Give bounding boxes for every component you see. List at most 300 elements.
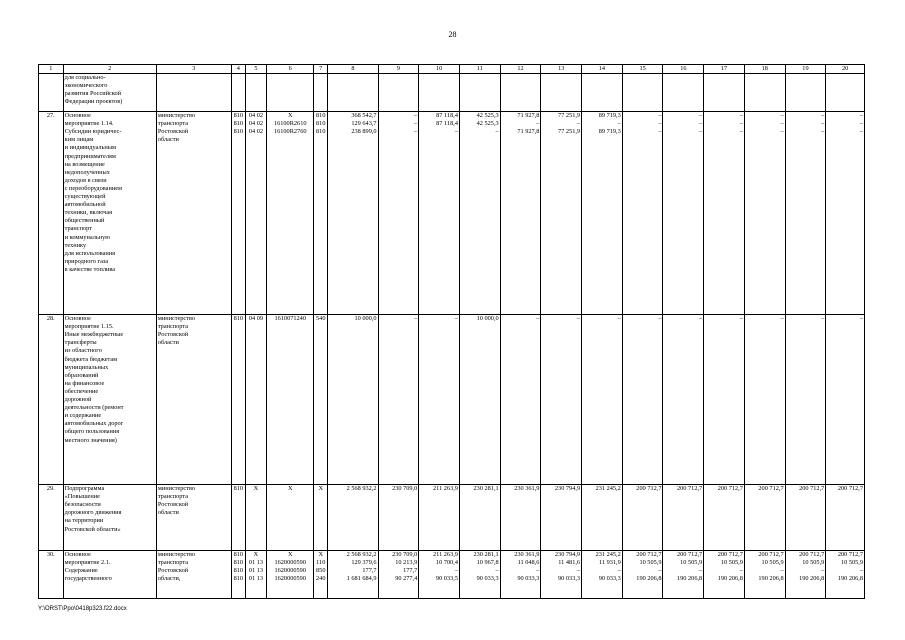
event-name-line: предпринимателям <box>64 152 116 160</box>
value-line: 129 379,6 <box>351 559 377 567</box>
page-number: 28 <box>448 30 457 39</box>
value-cell <box>744 315 785 485</box>
value-line: 810 <box>233 559 244 567</box>
value-cell <box>785 315 826 485</box>
column-number: 19 <box>785 65 826 74</box>
value-line: – <box>859 112 863 120</box>
value-cell <box>704 551 745 599</box>
value-line: – <box>536 567 540 575</box>
value-line: 110 <box>316 559 326 567</box>
value-line: 177,7 <box>403 567 418 575</box>
value-cell <box>314 74 328 112</box>
event-name-line: на возмещение <box>64 160 105 168</box>
value-cell <box>582 74 623 112</box>
event-name-line: на финансовое <box>64 379 105 387</box>
value-line: – <box>414 120 418 128</box>
value-cell <box>622 112 663 315</box>
value-line: 42 525,3 <box>476 120 499 128</box>
event-name-line: из областного <box>64 347 102 355</box>
value-line: 540 <box>316 315 326 323</box>
value-line: – <box>414 112 418 120</box>
value-cell <box>500 74 541 112</box>
value-line: 810 <box>316 112 326 120</box>
executor-line: транспорта <box>157 559 188 567</box>
event-name-line: транспорт <box>64 225 92 233</box>
event-name-line: Основное <box>64 112 91 120</box>
value-line: – <box>495 567 499 575</box>
value-line: 04 02 <box>248 128 264 136</box>
value-line: 200 712,7 <box>837 551 863 559</box>
value-line: – <box>617 567 621 575</box>
value-line: X <box>287 485 293 493</box>
value-cell <box>231 315 245 485</box>
table-row <box>39 74 865 112</box>
value-cell <box>419 485 460 551</box>
event-name-line: и индивидуальным <box>64 144 116 152</box>
value-line: 10 505,9 <box>802 559 825 567</box>
value-line: – <box>859 128 863 136</box>
value-line: 200 712,7 <box>677 485 703 493</box>
column-number: 8 <box>328 65 378 74</box>
value-line: 10 505,9 <box>720 559 743 567</box>
value-line: 211 263,9 <box>433 485 458 493</box>
value-line: 211 263,9 <box>433 551 458 559</box>
value-line: 71 927,8 <box>517 128 540 136</box>
value-line: 810 <box>233 128 244 136</box>
value-cell <box>419 112 460 315</box>
value-line: 2 568 932,2 <box>346 551 377 559</box>
value-line: – <box>821 120 825 128</box>
table-row <box>39 551 865 599</box>
column-number: 2 <box>63 65 156 74</box>
value-line: – <box>780 128 784 136</box>
value-line: – <box>454 315 458 323</box>
value-line: 04 02 <box>248 120 264 128</box>
value-line: – <box>414 315 418 323</box>
value-line: 16100R2760 <box>273 128 307 136</box>
value-cell <box>704 315 745 485</box>
value-line: 810 <box>316 120 326 128</box>
executor-line: транспорта <box>157 323 188 331</box>
executor-line: области <box>157 136 179 144</box>
event-name-line: дорожного движения <box>64 509 122 517</box>
event-name-line: и содержание <box>64 412 102 420</box>
value-line: 200 712,7 <box>677 551 703 559</box>
event-name-line: экономического <box>64 82 108 90</box>
value-line: 77 251,9 <box>558 128 581 136</box>
event-name-line: для использования <box>64 249 115 257</box>
value-cell <box>582 112 623 315</box>
column-number: 3 <box>156 65 231 74</box>
event-name-line: мероприятие 2.1. <box>64 559 111 567</box>
value-line: 71 927,8 <box>517 112 540 120</box>
value-line: 10 000,0 <box>354 315 377 323</box>
event-name-line: в качестве топлива <box>64 265 116 273</box>
event-name-line: природного газа <box>64 257 109 265</box>
executor-line: Ростовской <box>157 567 189 575</box>
column-number: 12 <box>500 65 541 74</box>
value-cell <box>267 551 314 599</box>
event-name-line: и коммунальную <box>64 233 110 241</box>
value-cell <box>419 315 460 485</box>
executor <box>156 485 231 551</box>
value-cell <box>785 551 826 599</box>
executor-line: транспорта <box>157 493 188 501</box>
executor-line: области <box>157 509 179 517</box>
event-name-line: для социально- <box>64 74 106 82</box>
value-cell <box>378 112 419 315</box>
event-name-line: муниципальных <box>64 363 109 371</box>
value-line: 10 505,9 <box>639 559 662 567</box>
value-line: 230 361,9 <box>514 551 540 559</box>
value-line: 200 712,7 <box>799 551 825 559</box>
value-cell <box>541 485 582 551</box>
value-line: 90 033,3 <box>476 575 499 583</box>
executor-line: области <box>157 339 179 347</box>
value-line: – <box>617 315 621 323</box>
executor-line: Ростовской <box>157 128 189 136</box>
value-line: 87 118,4 <box>436 112 458 120</box>
value-cell <box>267 112 314 315</box>
value-cell <box>245 485 266 551</box>
event-name-line: Подпрограмма <box>64 485 105 493</box>
file-path-footer: Y:\ORST\Ppo\0418p323.f22.docx <box>38 606 127 612</box>
value-line: – <box>699 112 703 120</box>
event-name-line: образований <box>64 371 99 379</box>
value-cell <box>541 315 582 485</box>
value-line: 89 719,3 <box>598 128 621 136</box>
column-number: 18 <box>744 65 785 74</box>
value-line: – <box>821 567 825 575</box>
event-name-line: государственного <box>64 575 112 583</box>
executor-line: области, <box>157 575 181 583</box>
value-cell <box>314 485 328 551</box>
value-line: X <box>318 551 324 559</box>
value-line: – <box>536 120 540 128</box>
value-line: 129 643,7 <box>351 120 377 128</box>
budget-table <box>38 64 865 599</box>
value-line: 90 033,3 <box>558 575 581 583</box>
value-cell <box>663 112 704 315</box>
value-line: – <box>658 128 662 136</box>
value-line: 90 033,5 <box>435 575 458 583</box>
value-line: – <box>739 315 743 323</box>
value-cell <box>378 485 419 551</box>
column-number: 10 <box>419 65 460 74</box>
value-cell <box>500 112 541 315</box>
value-line: – <box>617 120 621 128</box>
column-number: 15 <box>622 65 663 74</box>
value-line: – <box>576 567 581 575</box>
value-line: – <box>859 315 863 323</box>
event-name-line: «Повышение <box>64 493 100 501</box>
value-cell <box>500 551 541 599</box>
value-line: 10 700,4 <box>435 559 458 567</box>
value-line: – <box>739 567 743 575</box>
column-number: 5 <box>245 65 266 74</box>
value-cell <box>785 485 826 551</box>
value-line: 810 <box>233 567 244 575</box>
value-line: 04 09 <box>248 315 264 323</box>
value-line: 1 681 684,9 <box>346 575 377 583</box>
value-cell <box>582 315 623 485</box>
event-name-line: доходов в связи <box>64 176 107 184</box>
event-name-line: существующей <box>64 193 106 201</box>
value-line: – <box>658 567 662 575</box>
value-cell <box>541 551 582 599</box>
value-line: 200 712,7 <box>799 485 825 493</box>
row-number: 30. <box>39 551 64 599</box>
event-name-line: техники, включая <box>64 209 113 217</box>
value-line: 190 206,8 <box>758 575 784 583</box>
column-number-row <box>39 65 865 74</box>
row-number: 28. <box>39 315 64 485</box>
value-cell <box>328 74 378 112</box>
executor-line: Ростовской <box>157 501 189 509</box>
value-cell <box>622 485 663 551</box>
value-cell <box>826 485 865 551</box>
value-cell <box>704 485 745 551</box>
value-line: 368 542,7 <box>351 112 377 120</box>
value-cell <box>541 74 582 112</box>
value-line: 90 277,4 <box>395 575 418 583</box>
value-cell <box>500 315 541 485</box>
event-name-line: мероприятие 1.15. <box>64 323 114 331</box>
executor-line: транспорта <box>157 120 188 128</box>
value-cell <box>663 551 704 599</box>
value-line: X <box>318 485 324 493</box>
value-cell <box>378 551 419 599</box>
value-line: 190 206,8 <box>677 575 703 583</box>
event-name-line: недополученных <box>64 168 110 176</box>
value-line: – <box>821 128 825 136</box>
value-line: 810 <box>233 315 244 323</box>
value-line: – <box>699 128 703 136</box>
value-cell <box>245 112 266 315</box>
event-name-line: Основное <box>64 315 91 323</box>
value-line: 230 281,1 <box>473 485 499 493</box>
value-line: 230 709,0 <box>392 551 418 559</box>
value-cell <box>826 74 865 112</box>
event-name <box>63 112 156 315</box>
value-line: 810 <box>233 112 244 120</box>
value-line: 10 505,9 <box>840 559 863 567</box>
value-line: 90 033,3 <box>517 575 540 583</box>
value-line: 10 967,8 <box>476 559 499 567</box>
value-cell <box>663 315 704 485</box>
column-number: 14 <box>582 65 623 74</box>
event-name-line: Иные межбюджетные <box>64 331 124 339</box>
value-cell <box>704 74 745 112</box>
column-number: 7 <box>314 65 328 74</box>
value-line: 240 <box>316 575 326 583</box>
event-name-line: обеспечение <box>64 387 99 395</box>
value-cell <box>826 315 865 485</box>
value-cell <box>328 551 378 599</box>
value-cell <box>663 485 704 551</box>
value-line: 200 712,7 <box>717 551 743 559</box>
value-cell <box>267 315 314 485</box>
value-line: 01 13 <box>248 567 264 575</box>
value-line: 810 <box>233 551 244 559</box>
value-line: X <box>287 112 293 120</box>
event-name-line: Ростовской области» <box>64 525 121 533</box>
value-line: – <box>454 567 458 575</box>
column-number: 20 <box>826 65 865 74</box>
value-cell <box>231 485 245 551</box>
value-line: 77 251,9 <box>558 112 581 120</box>
value-line: 200 712,7 <box>758 551 784 559</box>
value-line: – <box>536 315 540 323</box>
value-line: 231 245,2 <box>595 485 621 493</box>
executor <box>156 551 231 599</box>
row-number: 27. <box>39 112 64 315</box>
executor <box>156 315 231 485</box>
event-name-line: технику <box>64 241 87 249</box>
value-cell <box>231 74 245 112</box>
value-line: 11 481,6 <box>558 559 581 567</box>
value-line: 200 712,7 <box>636 485 662 493</box>
value-line: X <box>287 551 293 559</box>
value-cell <box>459 112 500 315</box>
value-cell <box>622 74 663 112</box>
value-cell <box>622 551 663 599</box>
value-line: – <box>859 120 863 128</box>
value-line: 10 505,9 <box>761 559 784 567</box>
value-line: 90 033,3 <box>598 575 621 583</box>
table-row <box>39 315 865 485</box>
value-line: 42 525,3 <box>476 112 499 120</box>
value-cell <box>541 112 582 315</box>
event-name-line: на территории <box>64 517 104 525</box>
value-cell <box>500 485 541 551</box>
value-cell <box>378 74 419 112</box>
value-line: – <box>780 315 784 323</box>
column-number: 17 <box>704 65 745 74</box>
value-line: 1620000590 <box>274 567 306 575</box>
event-name-line: деятельности (ремонт <box>64 404 124 412</box>
value-line: – <box>658 120 662 128</box>
value-line: – <box>780 567 784 575</box>
event-name-line: общего пользования <box>64 428 120 436</box>
event-name-line: дорожной <box>64 396 92 404</box>
value-cell <box>785 112 826 315</box>
value-line: 1620000590 <box>274 575 306 583</box>
event-name-line: Содержание <box>64 567 98 575</box>
executor-line: министерство <box>157 315 196 323</box>
value-line: X <box>253 485 259 493</box>
value-line: – <box>859 567 863 575</box>
value-line: 87 118,4 <box>436 120 458 128</box>
value-cell <box>314 551 328 599</box>
value-line: 11 931,9 <box>598 559 621 567</box>
value-line: 10 000,0 <box>476 315 499 323</box>
value-line: 1620000590 <box>274 559 306 567</box>
value-line: 200 712,7 <box>758 485 784 493</box>
event-name <box>63 485 156 551</box>
value-line: – <box>658 112 662 120</box>
value-line: 810 <box>233 120 244 128</box>
value-cell <box>744 74 785 112</box>
value-cell <box>267 485 314 551</box>
table-row <box>39 112 865 315</box>
column-number: 1 <box>39 65 64 74</box>
value-cell <box>267 74 314 112</box>
value-line: 11 048,6 <box>517 559 540 567</box>
row-number <box>39 74 64 112</box>
value-cell <box>459 315 500 485</box>
value-cell <box>704 112 745 315</box>
value-line: – <box>699 567 703 575</box>
executor-line: Ростовской <box>157 331 189 339</box>
value-line: 01 13 <box>248 559 264 567</box>
value-line: 190 206,8 <box>717 575 743 583</box>
value-cell <box>582 551 623 599</box>
value-cell <box>744 485 785 551</box>
value-line: 177,7 <box>362 567 377 575</box>
value-cell <box>328 112 378 315</box>
executor-line: министерство <box>157 112 196 120</box>
value-line: 810 <box>233 485 244 493</box>
value-cell <box>314 112 328 315</box>
value-cell <box>826 112 865 315</box>
value-cell <box>245 74 266 112</box>
value-cell <box>231 112 245 315</box>
value-line: 238 899,0 <box>351 128 377 136</box>
value-cell <box>378 315 419 485</box>
value-line: 230 794,9 <box>554 551 581 559</box>
column-number: 13 <box>541 65 582 74</box>
value-line: – <box>739 112 743 120</box>
value-line: 16100R2610 <box>273 120 307 128</box>
value-line: – <box>576 120 581 128</box>
column-number: 16 <box>663 65 704 74</box>
executor-line: министерство <box>157 485 196 493</box>
value-cell <box>419 551 460 599</box>
value-cell <box>245 315 266 485</box>
value-line: – <box>780 120 784 128</box>
value-cell <box>826 551 865 599</box>
column-number: 4 <box>231 65 245 74</box>
value-cell <box>245 551 266 599</box>
value-cell <box>328 315 378 485</box>
event-name-line: с переоборудованием <box>64 184 122 192</box>
value-line: 190 206,8 <box>837 575 863 583</box>
executor-line: министерство <box>157 551 196 559</box>
event-name <box>63 551 156 599</box>
event-name-line: Субсидии юридичес- <box>64 128 122 136</box>
event-name-line: автомобильной <box>64 201 106 209</box>
event-name-line: бюджета бюджетам <box>64 355 118 363</box>
event-name <box>63 74 156 112</box>
value-line: 200 712,7 <box>636 551 662 559</box>
value-line: 190 206,8 <box>799 575 825 583</box>
event-name-line: автомобильных дорог <box>64 420 124 428</box>
column-number: 9 <box>378 65 419 74</box>
value-cell <box>744 551 785 599</box>
value-line: – <box>780 112 784 120</box>
value-line: – <box>576 315 581 323</box>
value-line: 810 <box>316 128 326 136</box>
value-line: 850 <box>316 567 326 575</box>
value-line: – <box>414 128 418 136</box>
value-cell <box>459 551 500 599</box>
value-cell <box>582 485 623 551</box>
value-cell <box>231 551 245 599</box>
value-cell <box>328 485 378 551</box>
value-cell <box>459 485 500 551</box>
event-name-line: Федерации проектов) <box>64 98 123 106</box>
